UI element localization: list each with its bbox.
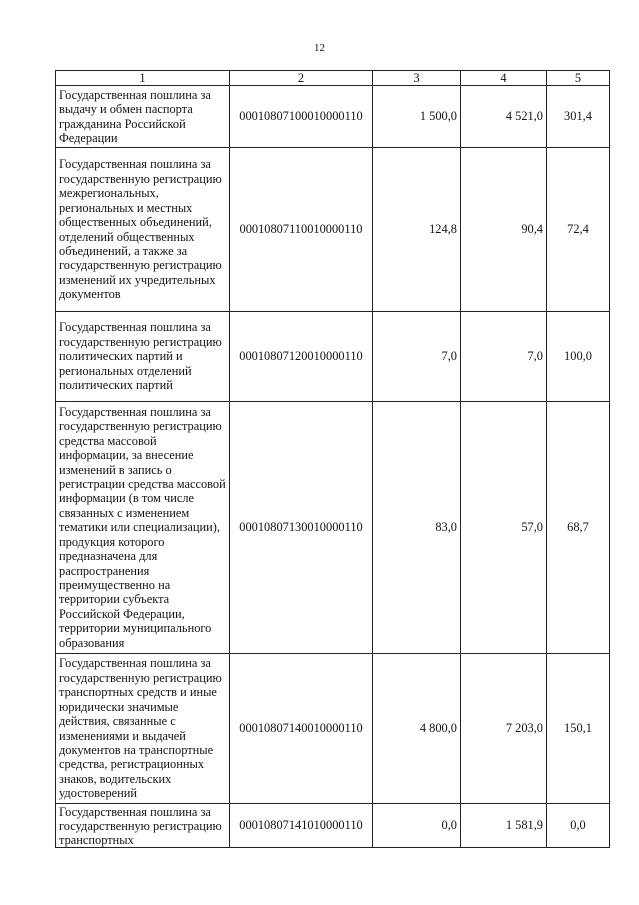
row-name: Государственная пошлина за государственную регистрацию средства массовой информации, за внесение изменений в запись о регистрации средства массовой информации (в том числе связанных с изменением тематики или специализации), продукция которого предназначена для распространения преимущественно на территории субъекта Российской Федерации, территории муниципального образования xyxy=(56,402,230,654)
table-row xyxy=(56,654,610,804)
row-col3: 4 800,0 xyxy=(373,654,461,804)
header-row xyxy=(56,71,610,86)
row-name: Государственная пошлина за государственную регистрацию транспортных xyxy=(59,804,222,847)
row-code: 00010807100010000110 xyxy=(230,86,373,148)
row-col3: 83,0 xyxy=(373,402,461,654)
row-col3: 0,0 xyxy=(373,804,461,848)
row-col5: 68,7 xyxy=(547,402,610,654)
row-name: Государственная пошлина за государственную регистрацию межрегиональных, региональных и местных общественных объединений, отделений общественных объединений, а также за государственную регистрацию изменений их учредительных документов xyxy=(56,148,230,312)
row-col5: 301,4 xyxy=(547,86,610,148)
row-code: 00010807140010000110 xyxy=(230,654,373,804)
table-row xyxy=(56,86,610,148)
row-code: 00010807110010000110 xyxy=(230,148,373,312)
row-name: Государственная пошлина за государственную регистрацию политических партий и региональных отделений политических партий xyxy=(56,312,230,402)
row-col4: 7 203,0 xyxy=(461,654,547,804)
table-row xyxy=(56,148,610,312)
revenue-table xyxy=(55,70,610,848)
table-row xyxy=(56,804,610,848)
row-col5: 100,0 xyxy=(547,312,610,402)
row-col3: 124,8 xyxy=(373,148,461,312)
table-row xyxy=(56,312,610,402)
table-row xyxy=(56,402,610,654)
header-col-1: 1 xyxy=(56,71,230,86)
row-col4: 7,0 xyxy=(461,312,547,402)
row-col5: 0,0 xyxy=(547,804,610,848)
row-col4: 57,0 xyxy=(461,402,547,654)
row-name-cell xyxy=(56,804,230,848)
header-col-2: 2 xyxy=(230,71,373,86)
row-name: Государственная пошлина за государственную регистрацию транспортных средств и иные юридически значимые действия, связанные с изменениями и выдачей документов на транспортные средства, регистрационных знаков, водительских удостоверений xyxy=(56,654,230,804)
row-col3: 7,0 xyxy=(373,312,461,402)
row-col5: 150,1 xyxy=(547,654,610,804)
header-col-4: 4 xyxy=(461,71,547,86)
row-code: 00010807120010000110 xyxy=(230,312,373,402)
row-col4: 4 521,0 xyxy=(461,86,547,148)
row-col4: 1 581,9 xyxy=(461,804,547,848)
row-code: 00010807130010000110 xyxy=(230,402,373,654)
row-col3: 1 500,0 xyxy=(373,86,461,148)
page-number: 12 xyxy=(314,42,325,54)
row-code: 00010807141010000110 xyxy=(230,804,373,848)
row-col4: 90,4 xyxy=(461,148,547,312)
row-name: Государственная пошлина за выдачу и обмен паспорта гражданина Российской Федерации xyxy=(56,86,230,148)
header-col-5: 5 xyxy=(547,71,610,86)
header-col-3: 3 xyxy=(373,71,461,86)
row-col5: 72,4 xyxy=(547,148,610,312)
